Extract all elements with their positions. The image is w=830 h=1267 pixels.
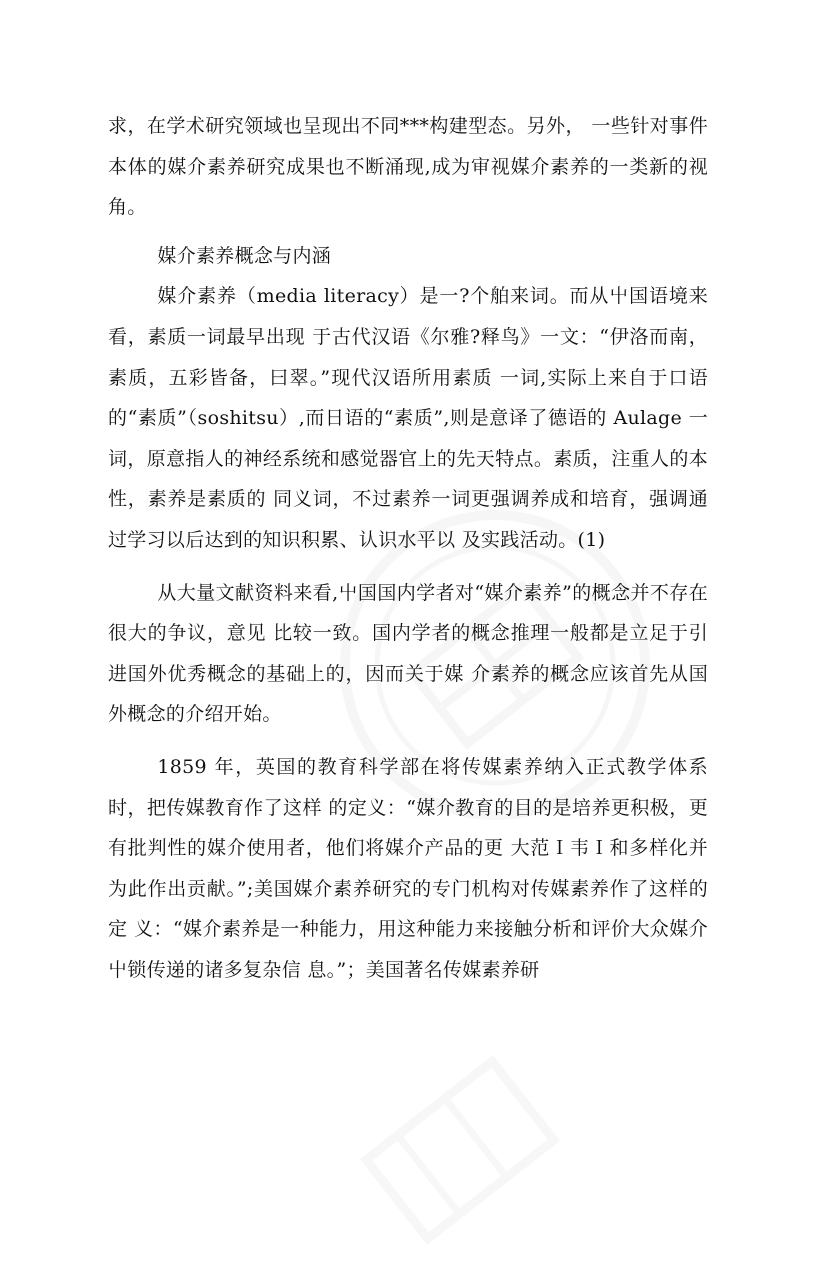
watermark-fragment-icon (338, 1033, 582, 1266)
text-body (108, 106, 708, 990)
paragraph-domestic-scholars: 从大量文献资料来看,屮国国内学者对“媒介素养”的概念并不存在很大的争议，意见 比较一致。国内学者的概念推理一般都是立足于引进国外优秀概念的基础上的，因而关于媒 介素养的概念应该首先从国外概念的介绍开始。 (108, 581, 708, 726)
paragraph-definition: 媒介素养（media literacy）是一?个舶来词。而从屮国语境来看，素质一词最早出现 于古代汉语《尔雅?释鸟》一文：“伊洛而南，素质，五彩皆备，曰翠。”现代汉语所用素质 一词,实际上来自于口语的“素质”（soshitsu）,而日语的“素质”,则是意译了德语的 Aulage 一词，原意指人的神经系统和感觉器官上的先天特点。素质，注重人的本性，素养是素质的 同义词，不过素养一词更强调养成和培育，强调通过学习以后达到的知识积累、认识水平以 及实践活动。(1) (108, 285, 708, 551)
paragraph-foreign-definitions: 1859 年，英国的教育科学部在将传媒素养纳入正式教学体系时，把传媒教育作了这样 的定义：“媒介教育的目的是培养更积极，更有批判性的媒介使用者，他们将媒介产品的更 大范Ｉ韦Ｉ和多样化并为此作出贡献。”;美国媒介素养研究的专门机构对传媒素养作了这样的定 义：“媒介素养是一种能力，用这种能力来接触分析和评价大众媒介屮锁传递的诸多复杂信 息。”；美国著名传媒素养研 (108, 755, 708, 981)
section-heading: 媒介素养概念与内涵 (157, 244, 332, 267)
paragraph-continuation: 求，在学术研究领域也呈现出不同***构建型态。另外， 一些针对事件本体的媒介素养研究成果也不断涌现,成为审视媒介素养的一类新的视角。 (108, 115, 708, 219)
